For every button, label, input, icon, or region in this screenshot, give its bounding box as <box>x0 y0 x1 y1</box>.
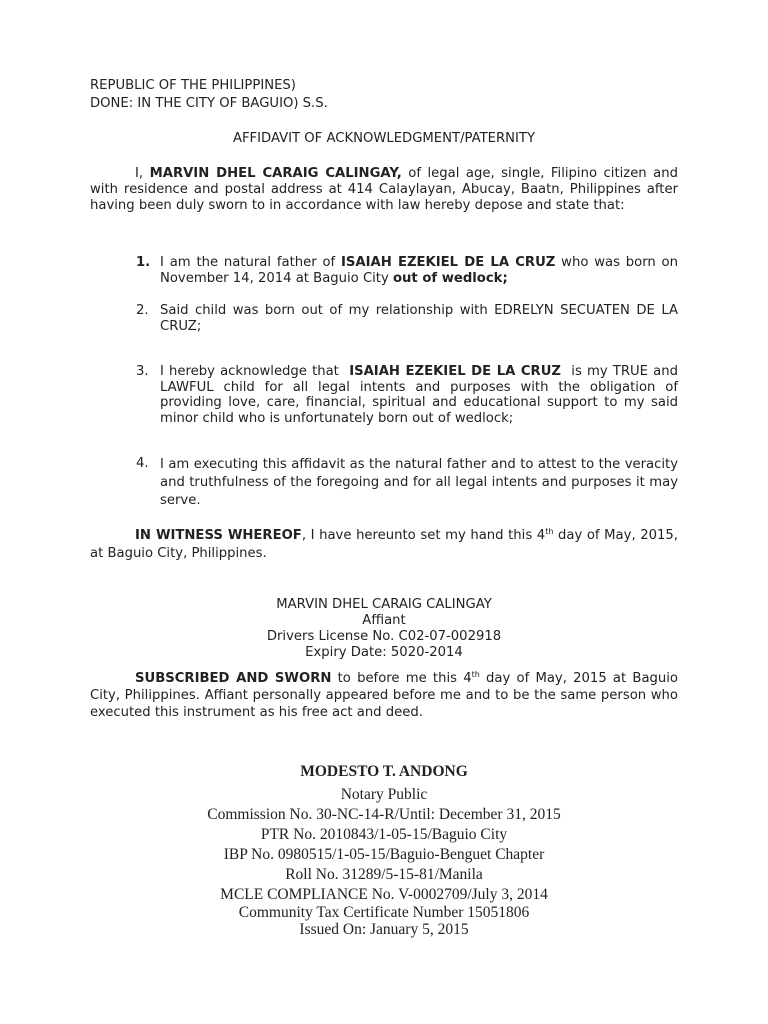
item-text: Said child was born out of my relationship with EDRELYN SECUATEN DE LA CRUZ; <box>160 303 678 334</box>
header-done: DONE: IN THE CITY OF BAGUIO) S.S. <box>90 96 328 111</box>
item-number: 4. <box>136 456 149 471</box>
subscribed-paragraph <box>90 670 678 721</box>
affiant-name-intro: MARVIN DHEL CARAIG CALINGAY, <box>149 166 402 181</box>
child-name: ISAIAH EZEKIEL DE LA CRUZ <box>340 255 556 270</box>
item-text-part: I am the natural father of <box>160 255 341 270</box>
notary-line: Issued On: January 5, 2015 <box>299 921 469 938</box>
list-item <box>0 255 768 287</box>
item-text-part: I hereby acknowledge that <box>160 364 350 379</box>
document-title: AFFIDAVIT OF ACKNOWLEDGMENT/PATERNITY <box>232 131 536 146</box>
item-text <box>160 364 683 426</box>
affiant-license: Drivers License No. C02-07-002918 <box>266 629 502 644</box>
item-text-part: who was born on November 14, 2014 at Baguio City <box>160 255 678 286</box>
item-number: 1. <box>136 255 151 270</box>
list-item <box>0 303 768 335</box>
header-republic: REPUBLIC OF THE PHILIPPINES) <box>90 78 296 93</box>
witness-text: , I have hereunto set my hand this 4 <box>301 528 546 543</box>
intro-paragraph <box>90 166 678 214</box>
witness-text: day of May, 2015, at Baguio City, Philippines. <box>90 528 678 561</box>
notary-line: Community Tax Certificate Number 15051806 <box>238 904 530 921</box>
affiant-expiry: Expiry Date: 5020-2014 <box>305 645 463 660</box>
notary-line: Roll No. 31289/5-15-81/Manila <box>285 866 483 883</box>
subscribed-sup: th <box>471 670 480 679</box>
affiant-role: Affiant <box>362 613 406 628</box>
affiant-name: MARVIN DHEL CARAIG CALINGAY <box>276 597 492 612</box>
subscribed-text: day of May, 2015 at Baguio City, Philippines. Affiant personally appeared before me and to be the same person who executed this instrument as his free act and deed. <box>90 671 678 720</box>
item-number: 2. <box>136 303 149 318</box>
list-item <box>0 364 768 444</box>
witness-bold: IN WITNESS WHEREOF <box>135 528 302 543</box>
list-item <box>0 456 768 510</box>
notary-line: PTR No. 2010843/1-05-15/Baguio City <box>260 826 508 843</box>
subscribed-bold: SUBSCRIBED AND SWORN <box>135 671 332 686</box>
subscribed-text: to before me this 4 <box>331 671 472 686</box>
item-number: 3. <box>136 364 149 379</box>
witness-sup: th <box>545 527 554 536</box>
intro-pre: I, <box>135 166 150 181</box>
intro-rest: of legal age, single, Filipino citizen and with residence and postal address at 414 Calaylayan, Abucay, Baatn, Philippines after having been duly sworn to in accordance with law hereby depose and state that: <box>90 166 678 213</box>
notary-line: Notary Public <box>340 786 428 803</box>
notary-line: Commission No. 30-NC-14-R/Until: December 31, 2015 <box>207 806 561 823</box>
item-text-part: is my TRUE and LAWFUL child for all legal intents and purposes with the obligation of providing love, care, financial, spiritual and educational support to my said minor child who is unfortunately born out of wedlock; <box>160 364 683 426</box>
item-text <box>160 255 678 287</box>
item-text: I am executing this affidavit as the natural father and to attest to the veracity and truthfulness of the foregoing and for all legal intents and purposes it may serve. <box>160 457 678 508</box>
notary-block <box>134 762 634 938</box>
notary-line: MCLE COMPLIANCE No. V-0002709/July 3, 2014 <box>220 886 548 903</box>
notary-line: IBP No. 0980515/1-05-15/Baguio-Benguet Chapter <box>223 846 545 863</box>
affiant-block <box>194 597 574 661</box>
child-name: ISAIAH EZEKIEL DE LA CRUZ <box>349 364 561 379</box>
witness-paragraph <box>90 527 678 563</box>
item-bold-part: out of wedlock; <box>392 271 508 286</box>
notary-name: MODESTO T. ANDONG <box>300 763 468 780</box>
